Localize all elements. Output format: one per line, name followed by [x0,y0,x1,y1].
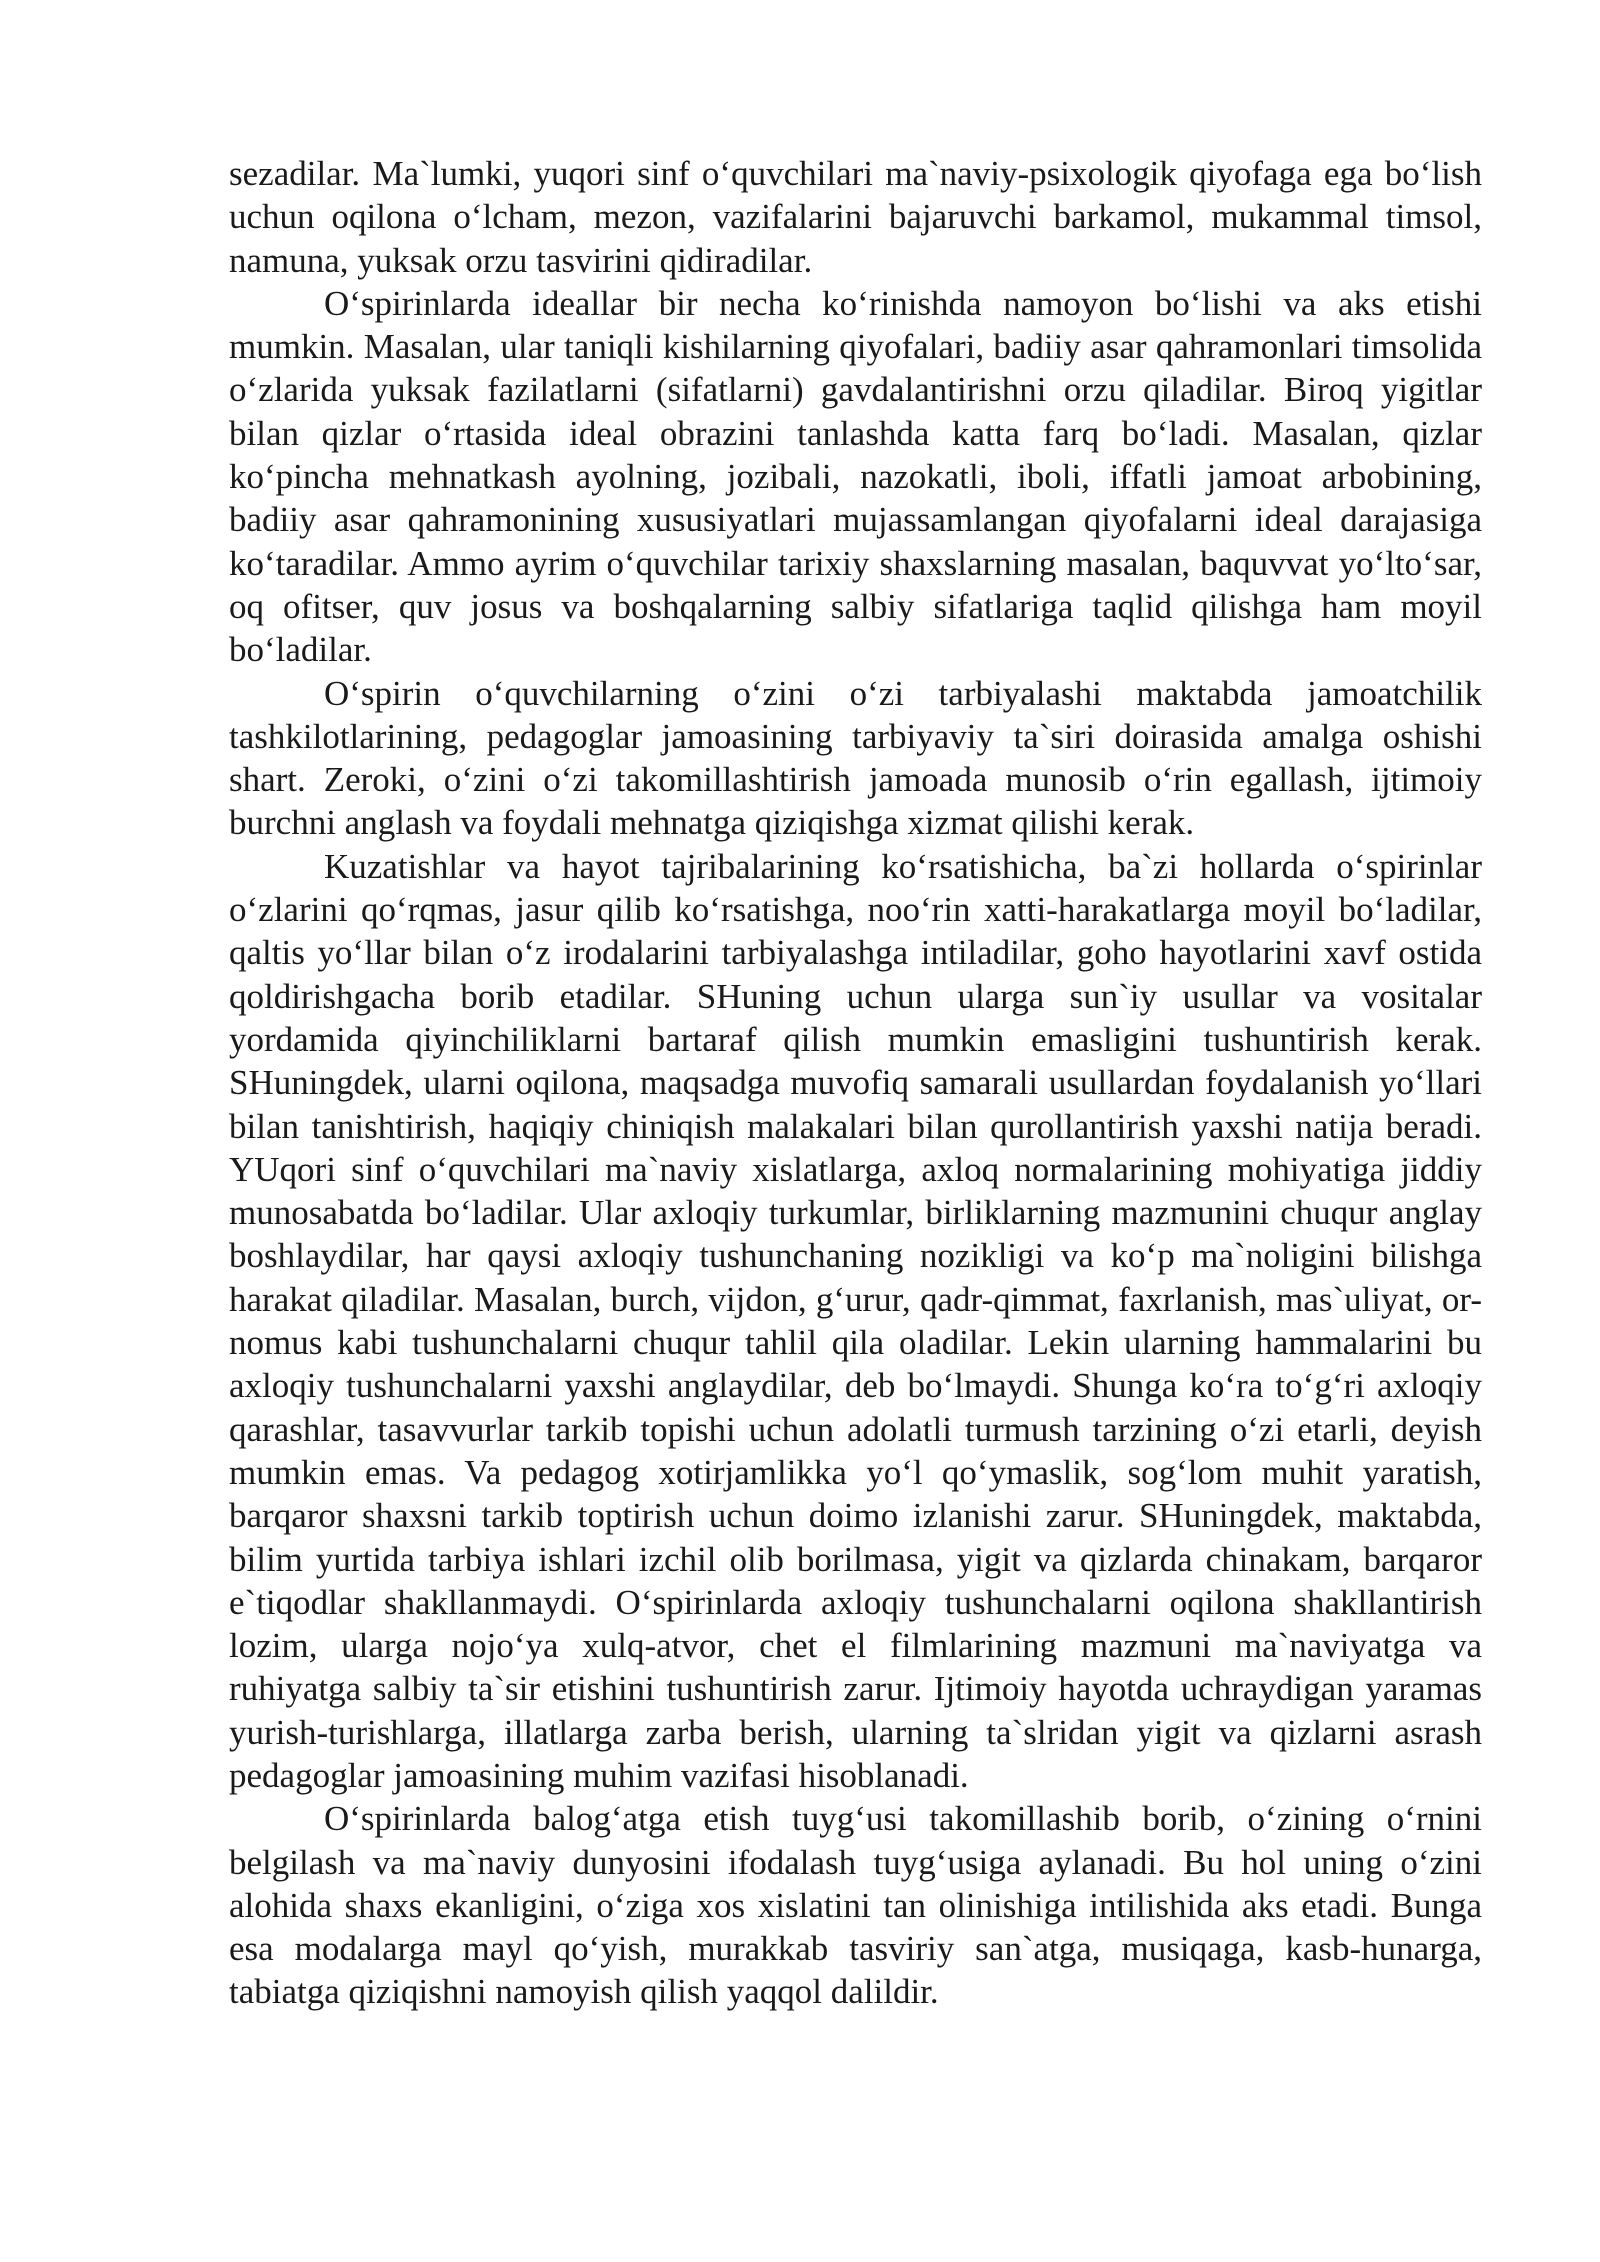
paragraph-ideals: O‘spirinlarda ideallar bir necha ko‘rinishda namoyon bo‘lishi va aks etishi mumkin. Masalan, ular taniqli kishilarning qiyofalari, badiiy asar qahramonlari timsolida o‘zlarida yuksak fazilatlarni (sifatlarni) gavdalantirishni orzu qiladilar. Biroq yigitlar bilan qizlar o‘rtasida ideal obrazini tanlashda katta farq bo‘ladi. Masalan, qizlar ko‘pincha mehnatkash ayolning, jozibali, nazokatli, iboli, iffatli jamoat arbobining, badiiy asar qahramonining xususiyatlari mujassamlangan qiyofalarni ideal darajasiga ko‘taradilar. Ammo ayrim o‘quvchilar tarixiy shaxslarning masalan, baquvvat yo‘lto‘sar, oq ofitser, quv josus va boshqalarning salbiy sifatlariga taqlid qilishga ham moyil bo‘ladilar. [229,283,1482,670]
paragraph-self-education: O‘spirin o‘quvchilarning o‘zini o‘zi tarbiyalashi maktabda jamoatchilik tashkilotlarining, pedagoglar jamoasining tarbiyaviy ta`siri doirasida amalga oshishi shart. Zeroki, o‘zini o‘zi takomillashtirish jamoada munosib o‘rin egallash, ijtimoiy burchni anglash va foydali mehnatga qiziqishga xizmat qilishi kerak. [229,673,1482,843]
paragraph-continuation: sezadilar. Ma`lumki, yuqori sinf o‘quvchilari ma`naviy-psixologik qiyofaga ega bo‘lish uchun oqilona o‘lcham, mezon, vazifalarini bajaruvchi barkamol, mukammal timsol, namuna, yuksak orzu tasvirini qidiradilar. [229,154,1482,280]
document-page [229,152,1482,2014]
paragraph-observations: Kuzatishlar va hayot tajribalarining ko‘rsatishicha, ba`zi hollarda o‘spirinlar o‘zlarini qo‘rqmas, jasur qilib ko‘rsatishga, noo‘rin xatti-harakatlarga moyil bo‘ladilar, qaltis yo‘llar bilan o‘z irodalarini tarbiyalashga intiladilar, goho hayotlarini xavf ostida qoldirishgacha borib etadilar. SHuning uchun ularga sun`iy usullar va vositalar yordamida qiyinchiliklarni bartaraf qilish mumkin emasligini tushuntirish kerak. SHuningdek, ularni oqilona, maqsadga muvofiq samarali usullardan foydalanish yo‘llari bilan tanishtirish, haqiqiy chiniqish malakalari bilan qurollantirish yaxshi natija beradi. YUqori sinf o‘quvchilari ma`naviy xislatlarga, axloq normalarining mohiyatiga jiddiy munosabatda bo‘ladilar. Ular axloqiy turkumlar, birliklarning mazmunini chuqur anglay boshlaydilar, har qaysi axloqiy tushunchaning nozikligi va ko‘p ma`noligini bilishga harakat qiladilar. Masalan, burch, vijdon, g‘urur, qadr-qimmat, faxrlanish, mas`uliyat, or-nomus kabi tushunchalarni chuqur tahlil qila oladilar. Lekin ularning hammalarini bu axloqiy tushunchalarni yaxshi anglaydilar, deb bo‘lmaydi. Shunga ko‘ra to‘g‘ri axloqiy qarashlar, tasavvurlar tarkib topishi uchun adolatli turmush tarzining o‘zi etarli, deyish mumkin emas. Va pedagog xotirjamlikka yo‘l qo‘ymaslik, sog‘lom muhit yaratish, barqaror shaxsni tarkib toptirish uchun doimo izlanishi zarur. SHuningdek, maktabda, bilim yurtida tarbiya ishlari izchil olib borilmasa, yigit va qizlarda chinakam, barqaror e`tiqodlar shakllanmaydi. O‘spirinlarda axloqiy tushunchalarni oqilona shakllantirish lozim, ularga nojo‘ya xulq-atvor, chet el filmlarining mazmuni ma`naviyatga va ruhiyatga salbiy ta`sir etishini tushuntirish zarur. Ijtimoiy hayotda uchraydigan yaramas yurish-turishlarga, illatlarga zarba berish, ularning ta`slridan yigit va qizlarni asrash pedagoglar jamoasining muhim vazifasi hisoblanadi. [229,846,1482,1795]
paragraph-maturity: O‘spirinlarda balog‘atga etish tuyg‘usi takomillashib borib, o‘zining o‘rnini belgilash va ma`naviy dunyosini ifodalash tuyg‘usiga aylanadi. Bu hol uning o‘zini alohida shaxs ekanligini, o‘ziga xos xislatini tan olinishiga intilishida aks etadi. Bunga esa modalarga mayl qo‘yish, murakkab tasviriy san`atga, musiqaga, kasb-hunarga, tabiatga qiziqishni namoyish qilish yaqqol dalildir. [229,1799,1482,2012]
